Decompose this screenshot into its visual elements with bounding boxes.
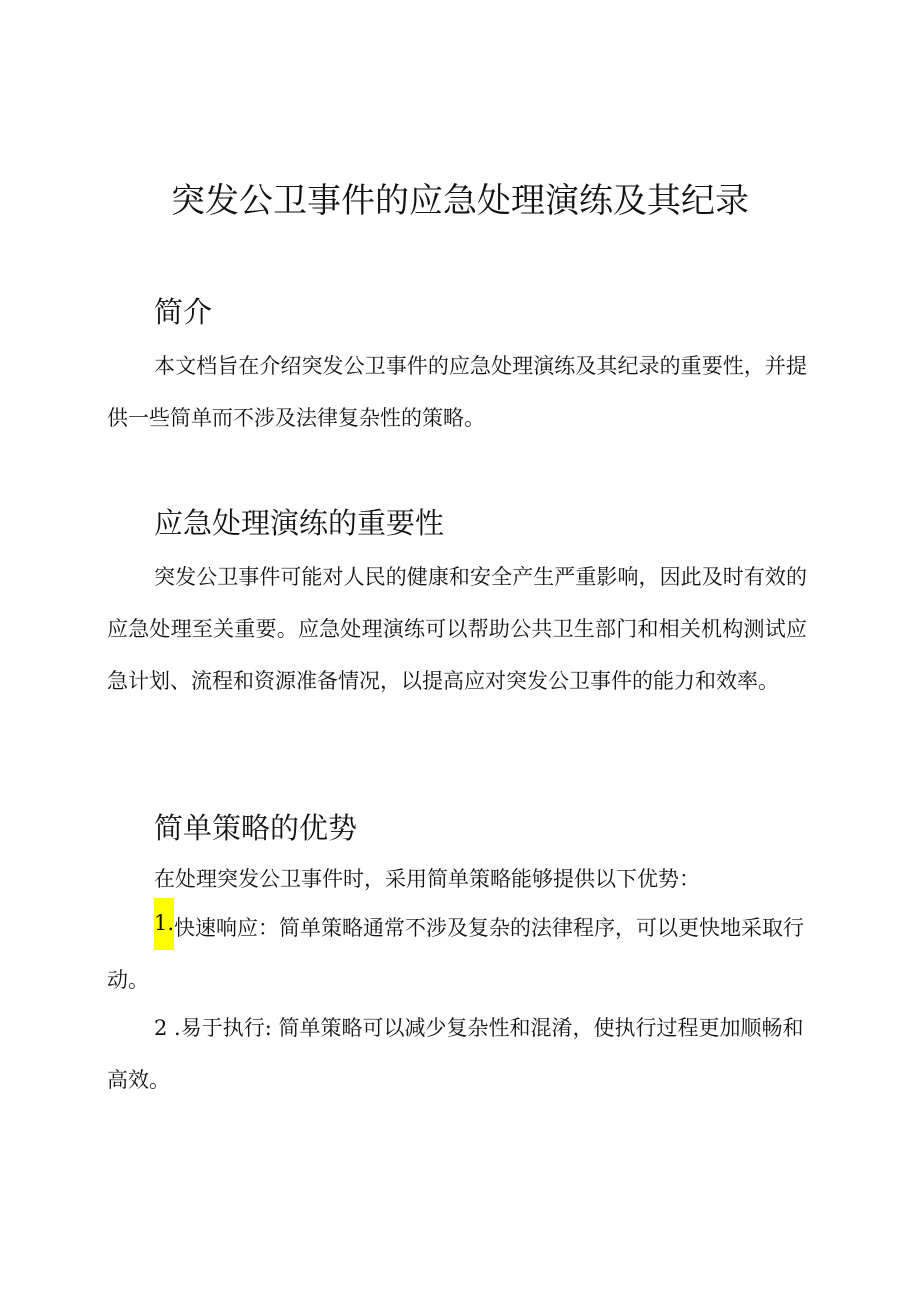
importance-paragraph: 突发公卫事件可能对人民的健康和安全产生严重影响，因此及时有效的应急处理至关重要。应急处理演练可以帮助公共卫生部门和相关机构测试应急计划、流程和资源准备情况，以提高应对突发公卫事件的能力和效率。 (107, 565, 807, 693)
list-item-text: 易于执行: 简单策略可以减少复杂性和混淆，使执行过程更加顺畅和高效。 (107, 1016, 804, 1092)
intro-paragraph: 本文档旨在介绍突发公卫事件的应急处理演练及其纪录的重要性，并提供一些简单而不涉及法律复杂性的策略。 (107, 354, 807, 430)
section-heading-intro: 简介 (154, 295, 213, 329)
list-item (107, 902, 807, 1006)
list-item (107, 1002, 807, 1106)
document-title: 突发公卫事件的应急处理演练及其纪录 (171, 181, 749, 221)
highlighted-number: 1. (154, 898, 174, 950)
advantages-intro: 在处理突发公卫事件时，采用简单策略能够提供以下优势： (154, 867, 700, 891)
section-heading-importance: 应急处理演练的重要性 (154, 506, 445, 540)
list-item-text: 快速响应：简单策略通常不涉及复杂的法律程序，可以更快地采取行动。 (107, 916, 805, 992)
section-heading-advantages: 简单策略的优势 (154, 811, 358, 845)
list-item-number: 2 . (154, 1016, 181, 1040)
